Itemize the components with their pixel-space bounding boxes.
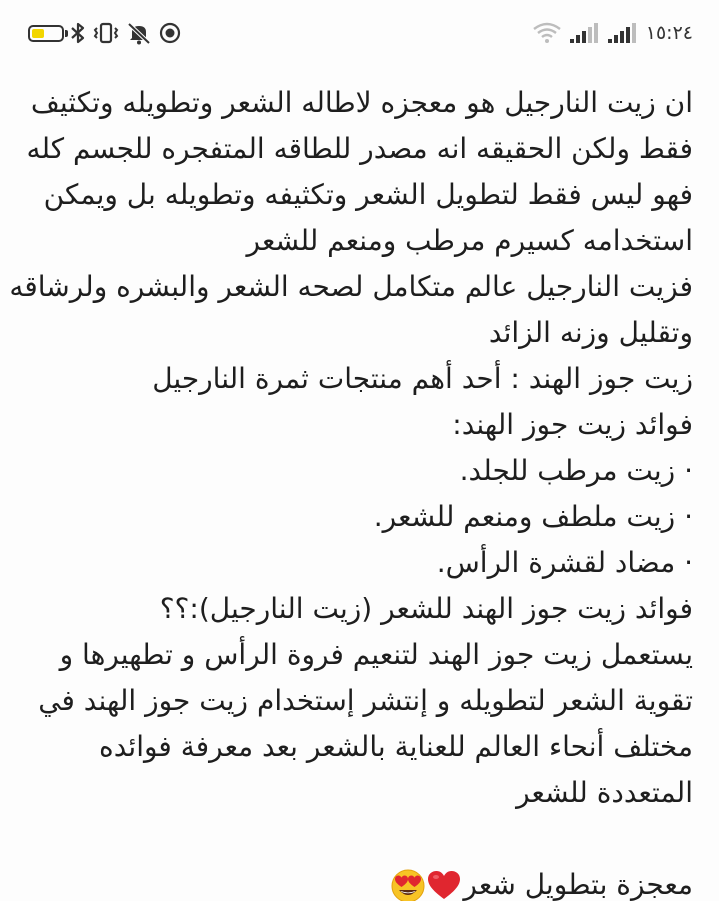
signal-icon	[570, 21, 600, 45]
message-line: فزيت النارجيل عالم متكامل لصحه الشعر والبشره ولرشاقه	[9, 270, 693, 303]
closing-text: معجزة بتطويل شعر	[463, 868, 693, 901]
bullet-item: · زيت مرطب للجلد.	[459, 454, 693, 487]
record-icon	[158, 21, 182, 45]
vibrate-icon	[92, 21, 120, 45]
status-bar-right	[532, 18, 693, 48]
clock-time: ١٥:٢٤	[645, 22, 693, 44]
message-line: مختلف أنحاء العالم للعناية بالشعر بعد معرفة فوائده	[99, 730, 693, 763]
mute-icon	[126, 21, 152, 45]
bullet-item: · مضاد لقشرة الرأس.	[436, 546, 693, 579]
bluetooth-icon	[70, 21, 86, 45]
battery-level	[32, 29, 44, 38]
message-line: ان زيت النارجيل هو معجزه لاطاله الشعر وتطويله وتكثيف	[30, 86, 693, 119]
status-bar	[0, 0, 719, 64]
message-line: يستعمل زيت جوز الهند لتنعيم فروة الرأس و تطهيرها و	[59, 638, 693, 671]
signal-icon	[608, 21, 638, 45]
message-line: فقط ولكن الحقيقه انه مصدر للطاقه المتفجره للجسم كله	[26, 132, 693, 165]
message-line: فوائد زيت جوز الهند للشعر (زيت النارجيل):؟؟	[159, 592, 693, 625]
bullet-item: · زيت ملطف ومنعم للشعر.	[373, 500, 693, 533]
heart-eyes-icon	[391, 869, 425, 901]
heart-icon	[427, 870, 461, 901]
battery-icon	[28, 25, 64, 42]
message-line: زيت جوز الهند : أحد أهم منتجات ثمرة النارجيل	[152, 362, 693, 395]
message-line: استخدامه كسيرم مرطب ومنعم للشعر	[246, 224, 693, 257]
wifi-icon	[532, 21, 562, 45]
blank-line	[26, 816, 693, 862]
message-line: فهو ليس فقط لتطويل الشعر وتكثيفه وتطويله بل ويمكن	[43, 178, 693, 211]
closing-line	[26, 862, 693, 901]
message-line: المتعددة للشعر	[516, 776, 693, 809]
status-bar-left	[28, 18, 182, 48]
message-line: وتقليل وزنه الزائد	[488, 316, 693, 349]
message-line: تقوية الشعر لتطويله و إنتشر إستخدام زيت جوز الهند في	[38, 684, 693, 717]
message-line: فوائد زيت جوز الهند:	[452, 408, 693, 441]
message-body	[0, 80, 719, 901]
